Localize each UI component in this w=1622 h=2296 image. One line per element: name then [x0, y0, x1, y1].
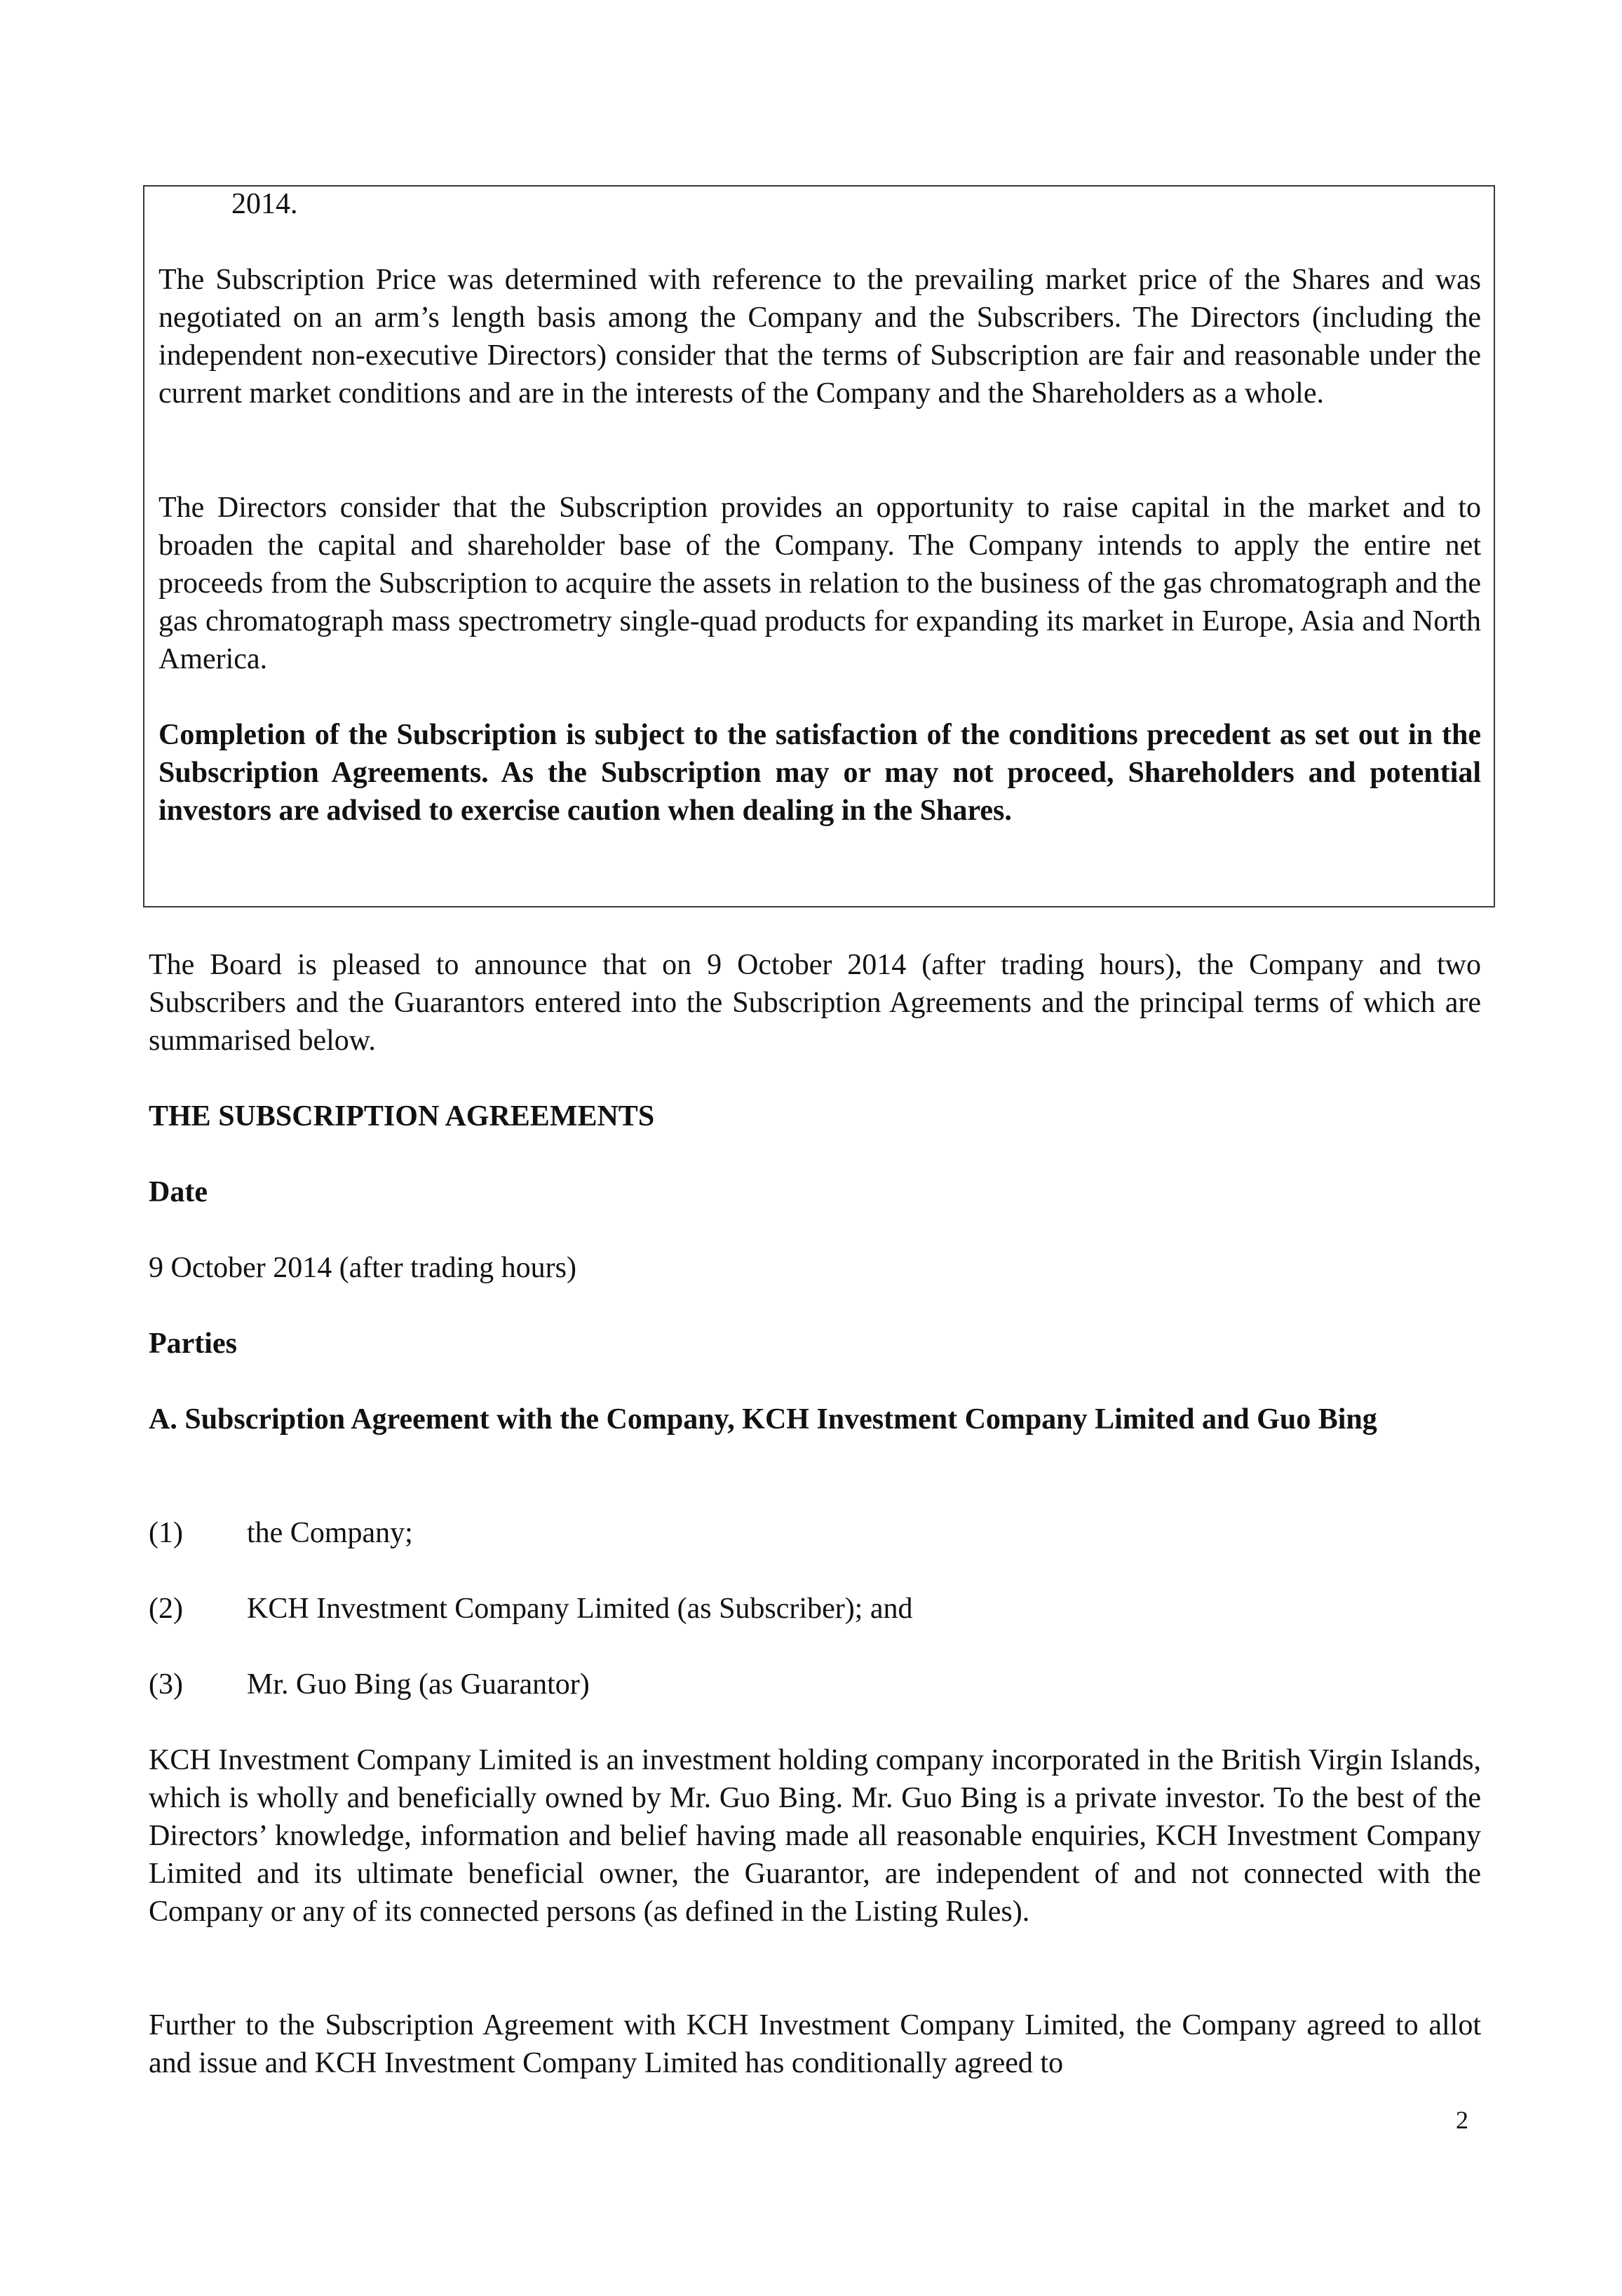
date-heading: Date — [149, 1176, 208, 1208]
parties-heading: Parties — [149, 1328, 237, 1360]
party-item — [149, 1666, 590, 1703]
section-heading: THE SUBSCRIPTION AGREEMENTS — [149, 1100, 655, 1133]
further-paragraph: Further to the Subscription Agreement with KCH Investment Company Limited, the Company agreed to allot and issue and KCH Investment Company Limited has conditionally agreed to — [149, 2009, 1481, 2079]
party-text: KCH Investment Company Limited (as Subscriber); and — [247, 1593, 913, 1625]
party-text: the Company; — [247, 1517, 413, 1549]
party-item — [149, 1514, 413, 1552]
party-item — [149, 1590, 913, 1628]
agreement-a-heading: A. Subscription Agreement with the Company, KCH Investment Company Limited and Guo Bing — [149, 1403, 1377, 1436]
intro-paragraph: The Board is pleased to announce that on 9 October 2014 (after trading hours), the Company and two Subscribers and the Guarantors entered into the Subscription Agreements and the principal terms of which are summarised below. — [149, 949, 1481, 1057]
party-number: (3) — [149, 1668, 183, 1701]
proceeds-paragraph: The Directors consider that the Subscription provides an opportunity to raise capital in the market and to broaden the capital and shareholder base of the Company. The Company intends to apply the entire net proceeds from the Subscription to acquire the assets in relation to the business of the gas chromatograph and the gas chromatograph mass spectrometry single-quad products for expanding its market in Europe, Asia and North America. — [158, 492, 1481, 675]
party-number: (1) — [149, 1517, 183, 1549]
subscription-price-paragraph: The Subscription Price was determined with reference to the prevailing market price of the Shares and was negotiated on an arm’s length basis among the Company and the Subscribers. The Directors (including the independent non-executive Directors) consider that the terms of Subscription are fair and reasonable under the current market conditions and are in the interests of the Company and the Shareholders as a whole. — [158, 264, 1481, 410]
date-value: 9 October 2014 (after trading hours) — [149, 1252, 576, 1284]
continuation-text: 2014. — [231, 188, 298, 220]
party-text: Mr. Guo Bing (as Guarantor) — [247, 1668, 590, 1701]
party-number: (2) — [149, 1593, 183, 1625]
page-number: 2 — [1456, 2106, 1468, 2134]
caution-warning: Completion of the Subscription is subject to the satisfaction of the conditions precedent as set out in the Subscription Agreements. As the Subscription may or may not proceed, Shareholders and potential investors are advised to exercise caution when dealing in the Shares. — [158, 719, 1481, 827]
kch-description-paragraph: KCH Investment Company Limited is an investment holding company incorporated in the British Virgin Islands, which is wholly and beneficially owned by Mr. Guo Bing. Mr. Guo Bing is a private investor. To the best of the Directors’ knowledge, information and belief having made all reasonable enquiries, KCH Investment Company Limited and its ultimate beneficial owner, the Guarantor, are independent of and not connected with the Company or any of its connected persons (as defined in the Listing Rules). — [149, 1744, 1481, 1928]
